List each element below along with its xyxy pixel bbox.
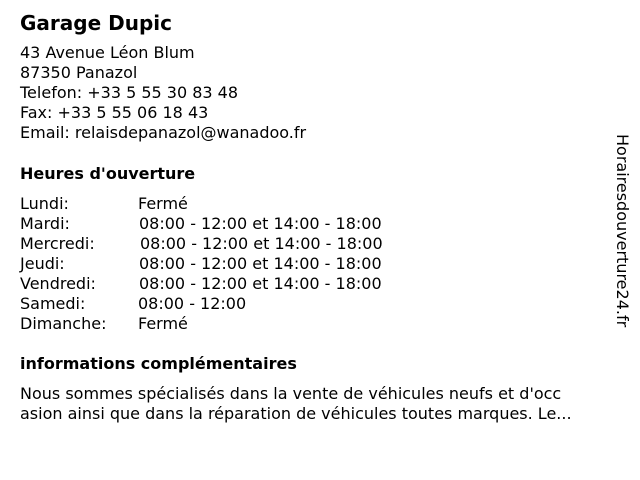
contact-block [20, 43, 306, 143]
day-hours: Fermé [138, 314, 188, 333]
day-hours: Fermé [138, 194, 188, 213]
day-label: Jeudi: [20, 254, 65, 273]
day-label: Mercredi: [20, 234, 95, 253]
day-hours: 08:00 - 12:00 et 14:00 - 18:00 [139, 254, 382, 273]
description-line: Nous sommes spécialisés dans la vente de véhicules neufs et d'occ [20, 384, 562, 403]
description-line: asion ainsi que dans la réparation de véhicules toutes marques. Le... [20, 404, 572, 423]
additional-info-heading: informations complémentaires [20, 354, 297, 373]
address-street: 43 Avenue Léon Blum [20, 43, 195, 62]
day-hours: 08:00 - 12:00 [138, 294, 247, 313]
day-label: Samedi: [20, 294, 86, 313]
address-city: 87350 Panazol [20, 63, 138, 82]
site-watermark: Horairesdouverture24.fr [613, 134, 632, 328]
day-label: Lundi: [20, 194, 69, 213]
day-hours: 08:00 - 12:00 et 14:00 - 18:00 [139, 274, 382, 293]
day-hours: 08:00 - 12:00 et 14:00 - 18:00 [140, 234, 383, 253]
day-hours: 08:00 - 12:00 et 14:00 - 18:00 [139, 214, 382, 233]
business-description [20, 384, 620, 424]
phone-number[interactable]: Telefon: +33 5 55 30 83 48 [20, 83, 239, 102]
day-label: Dimanche: [20, 314, 107, 333]
fax-number: Fax: +33 5 55 06 18 43 [20, 103, 209, 122]
email-address[interactable]: Email: relaisdepanazol@wanadoo.fr [20, 123, 307, 142]
opening-hours-heading: Heures d'ouverture [20, 164, 196, 183]
day-label: Mardi: [20, 214, 70, 233]
business-name: Garage Dupic [20, 11, 172, 35]
day-label: Vendredi: [20, 274, 96, 293]
